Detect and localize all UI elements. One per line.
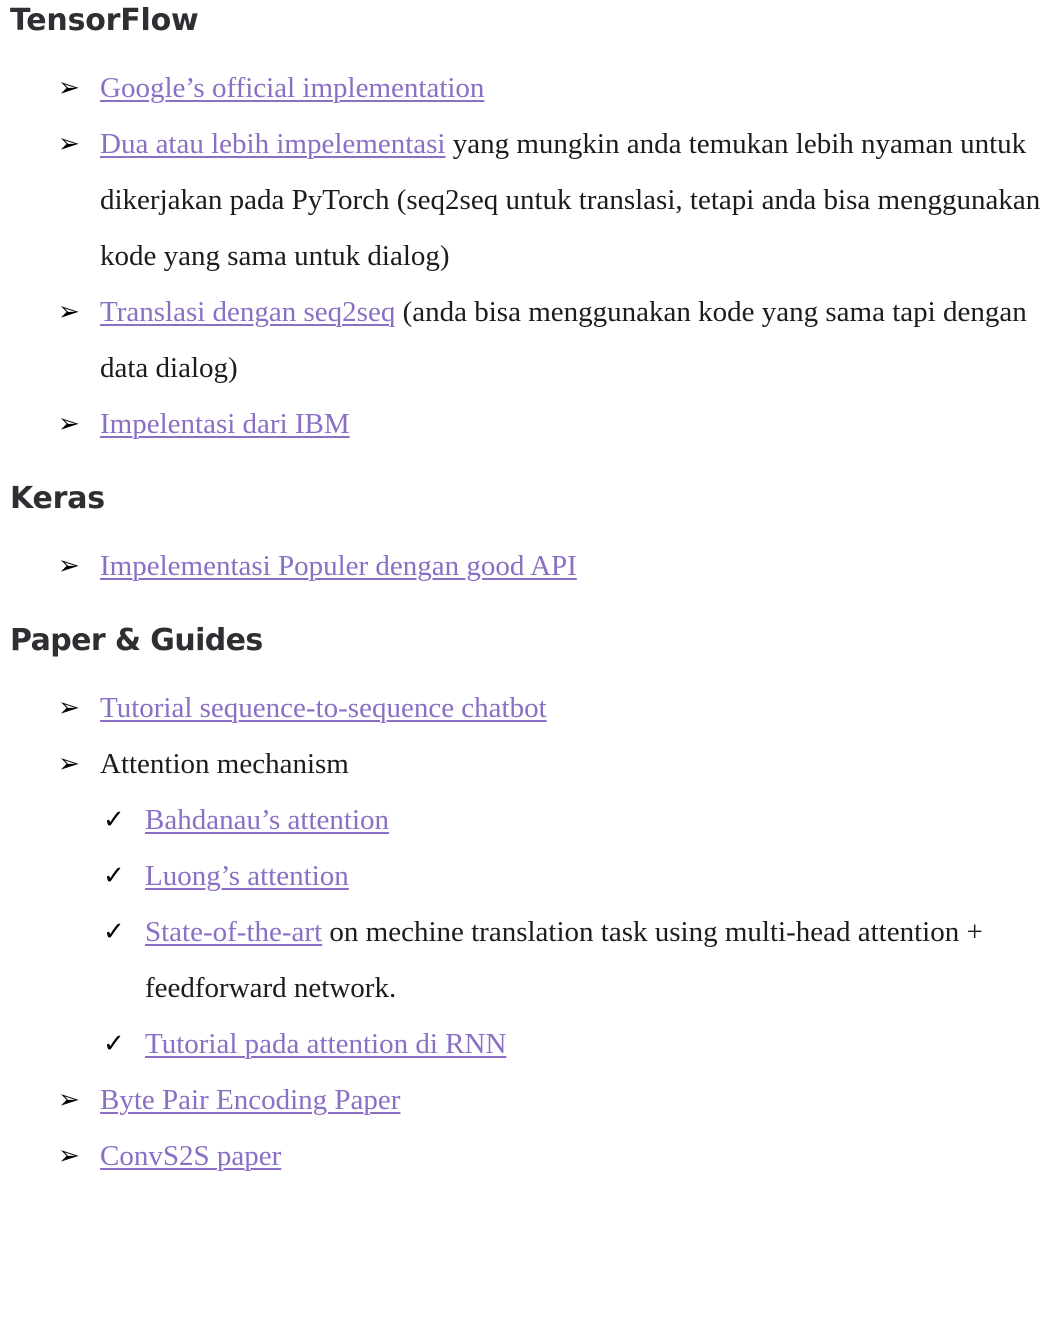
list-item bbox=[10, 1128, 1048, 1184]
document-link[interactable]: Bahdanau’s attention bbox=[145, 804, 390, 836]
document-link[interactable]: ConvS2S paper bbox=[100, 1140, 282, 1172]
sub-list-container bbox=[10, 792, 1048, 1072]
document-link[interactable]: State-of-the-art bbox=[145, 916, 323, 948]
bullet-list bbox=[10, 680, 1048, 1184]
sub-bullet-list bbox=[10, 792, 1048, 1072]
checkmark-bullet-icon: ✓ bbox=[103, 861, 125, 891]
list-item bbox=[10, 60, 1048, 116]
section-heading: Paper & Guides bbox=[10, 623, 263, 658]
document-link[interactable]: Google’s official implementation bbox=[100, 72, 485, 104]
section-heading: Keras bbox=[10, 481, 105, 516]
document-link[interactable]: Dua atau lebih impelementasi bbox=[100, 128, 446, 160]
sub-list-item bbox=[10, 904, 1048, 1016]
checkmark-bullet-icon: ✓ bbox=[103, 917, 125, 947]
checkmark-bullet-icon: ✓ bbox=[103, 1029, 125, 1059]
checkmark-bullet-icon: ✓ bbox=[103, 805, 125, 835]
bullet-list bbox=[10, 538, 1048, 594]
arrow-bullet-icon: ➢ bbox=[58, 1141, 80, 1171]
list-item bbox=[10, 538, 1048, 594]
document-link[interactable]: Tutorial pada attention di RNN bbox=[145, 1028, 507, 1060]
list-item bbox=[10, 736, 1048, 792]
arrow-bullet-icon: ➢ bbox=[58, 693, 80, 723]
document-link[interactable]: Impelentasi dari IBM bbox=[100, 408, 350, 440]
body-text: yang mungkin anda temukan lebih nyaman untuk dikerjakan pada PyTorch (seq2seq untuk translasi, tetapi anda bisa menggunakan kode yang sama untuk dialog) bbox=[100, 128, 1041, 272]
arrow-bullet-icon: ➢ bbox=[58, 551, 80, 581]
list-item bbox=[10, 680, 1048, 736]
arrow-bullet-icon: ➢ bbox=[58, 73, 80, 103]
list-item bbox=[10, 1072, 1048, 1128]
list-item bbox=[10, 284, 1048, 396]
document-link[interactable]: Tutorial sequence-to-sequence chatbot bbox=[100, 692, 547, 724]
sub-list-item bbox=[10, 1016, 1048, 1072]
document-link[interactable]: Translasi dengan seq2seq bbox=[100, 296, 396, 328]
document-link[interactable]: Impelementasi Populer dengan good API bbox=[100, 550, 577, 582]
body-text: Attention mechanism bbox=[100, 748, 349, 780]
bullet-list bbox=[10, 60, 1048, 452]
arrow-bullet-icon: ➢ bbox=[58, 409, 80, 439]
section-heading: TensorFlow bbox=[10, 3, 199, 38]
sub-list-item bbox=[10, 848, 1048, 904]
sub-list-item bbox=[10, 792, 1048, 848]
document-link[interactable]: Luong’s attention bbox=[145, 860, 349, 892]
arrow-bullet-icon: ➢ bbox=[58, 749, 80, 779]
document-page bbox=[0, 4, 1056, 1324]
body-text: (anda bisa menggunakan kode yang sama tapi dengan data dialog) bbox=[100, 296, 1027, 384]
arrow-bullet-icon: ➢ bbox=[58, 129, 80, 159]
list-item bbox=[10, 116, 1048, 284]
arrow-bullet-icon: ➢ bbox=[58, 297, 80, 327]
document-link[interactable]: Byte Pair Encoding Paper bbox=[100, 1084, 401, 1116]
body-text: on mechine translation task using multi-head attention + feedforward network. bbox=[145, 916, 983, 1004]
arrow-bullet-icon: ➢ bbox=[58, 1085, 80, 1115]
document-content bbox=[10, 4, 1048, 1184]
list-item bbox=[10, 396, 1048, 452]
